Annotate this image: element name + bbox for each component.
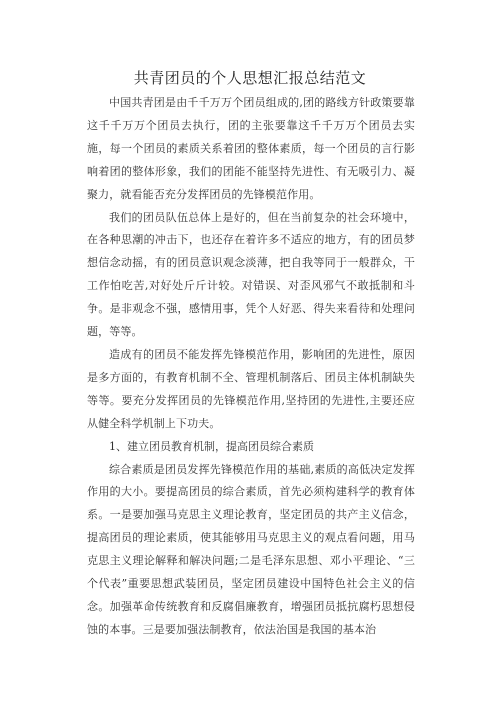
document-title: 共青团员的个人思想汇报总结范文 xyxy=(133,69,367,87)
paragraph-3: 造成有的团员不能发挥先锋模范作用，影响团的先进性，原因是多方面的，有教育机制不全、管理机制落后、团员主体机制缺失等等。要充分发挥团员的先锋模范作用,坚持团的先进性,主要还应从健全科学机制上下功夫。 xyxy=(87,347,415,430)
paragraph-1: 中国共青团是由千千万万个团员组成的,团的路线方针政策要靠这千千万万个团员去执行，团的主张要靠这千千万万个团员去实施，每一个团员的素质关系着团的整体素质，每一个团员的言行影响着团的整体形象，我们的团能不能坚持先进性、有无吸引力、凝聚力，就看能否充分发挥团员的先锋模范作用。 xyxy=(87,96,415,201)
paragraph-2: 我们的团员队伍总体上是好的，但在当前复杂的社会环境中，在各种思潮的冲击下，也还存在着许多不适应的地方，有的团员梦想信念动摇，有的团员意识观念淡薄，把自我等同于一般群众，干工作怕吃苦,对好处斤斤计较。对错误、对歪风邪气不敢抵制和斗争。是非观念不强，感情用事，凭个人好恶、得失来看待和处理问题，等等。 xyxy=(87,210,415,339)
document-body xyxy=(87,92,415,642)
paragraph-4: 综合素质是团员发挥先锋模范作用的基础,素质的高低决定发挥作用的大小。要提高团员的综合素质，首先必须构建科学的教育体系。一是要加强马克思主义理论教育，坚定团员的共产主义信念，提高团员的理论素质，使其能够用马克思主义的观点看问题，用马克思主义理论解释和解决问题;二是毛泽东思想、邓小平理论、“三个代表”重要思想武装团员，坚定团员建设中国特色社会主义的信念。加强革命传统教育和反腐倡廉教育，增强团员抵抗腐朽思想侵蚀的本事。三是要加强法制教育，依法治国是我国的基本治 xyxy=(87,462,415,636)
section-heading-1: 1、建立团员教育机制，提高团员综合素质 xyxy=(109,439,314,453)
